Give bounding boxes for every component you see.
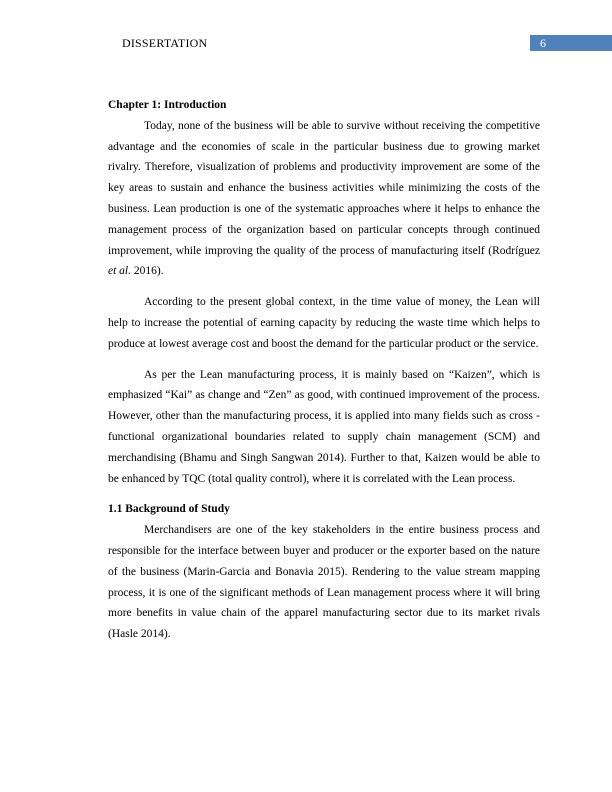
chapter-paragraph-2: According to the present global context, in the time value of money, the Lean will help to increase the potential of earning capacity by reducing the waste time which helps to produce at lowest average cost and boost the demand for the particular product or the service. (108, 296, 540, 350)
section-paragraph-1: Merchandisers are one of the key stakeholders in the entire business process and responsible for the interface between buyer and producer or the exporter based on the nature of the business (Marin-Garcia and Bonavia 2015). Rendering to the value stream mapping process, it is one of the significant methods of Lean management process where it will bring more benefits in value chain of the apparel manufacturing sector due to its market rivals (Hasle 2014). (108, 524, 540, 641)
chapter-paragraph-1 (108, 116, 540, 282)
italic-citation: et al. (108, 265, 131, 278)
section-heading: 1.1 Background of Study (108, 503, 230, 516)
document-body (108, 95, 540, 655)
chapter-paragraph-3: As per the Lean manufacturing process, it is mainly based on “Kaizen”, which is emphasized “Kai” as change and “Zen” as good, with continued improvement of the process. However, other than the manufacturing process, it is applied into many fields such as cross - functional organizational boundaries related to supply chain management (SCM) and merchandising (Bhamu and Singh Sangwan 2014). Further to that, Kaizen would be able to be enhanced by TQC (total quality control), where it is correlated with the Lean process. (108, 368, 540, 485)
running-header-title: DISSERTATION (122, 36, 208, 50)
paragraph-text: Today, none of the business will be able to survive without receiving the competitive advantage and the economies of scale in the particular business due to growing market rivalry. Therefore, visualization of problems and productivity improvement are some of the key areas to sustain and enhance the business activities while minimizing the costs of the business. Lean production is one of the systematic approaches where it helps to enhance the management process of the organization based on particular concepts through continued improvement, while improving the quality of the process of manufacturing itself (Rodríguez (108, 119, 540, 257)
chapter-heading: Chapter 1: Introduction (108, 99, 227, 111)
page-number: 6 (540, 36, 546, 50)
paragraph-text-end: 2016). (131, 265, 164, 278)
page-number-bar (530, 35, 612, 51)
